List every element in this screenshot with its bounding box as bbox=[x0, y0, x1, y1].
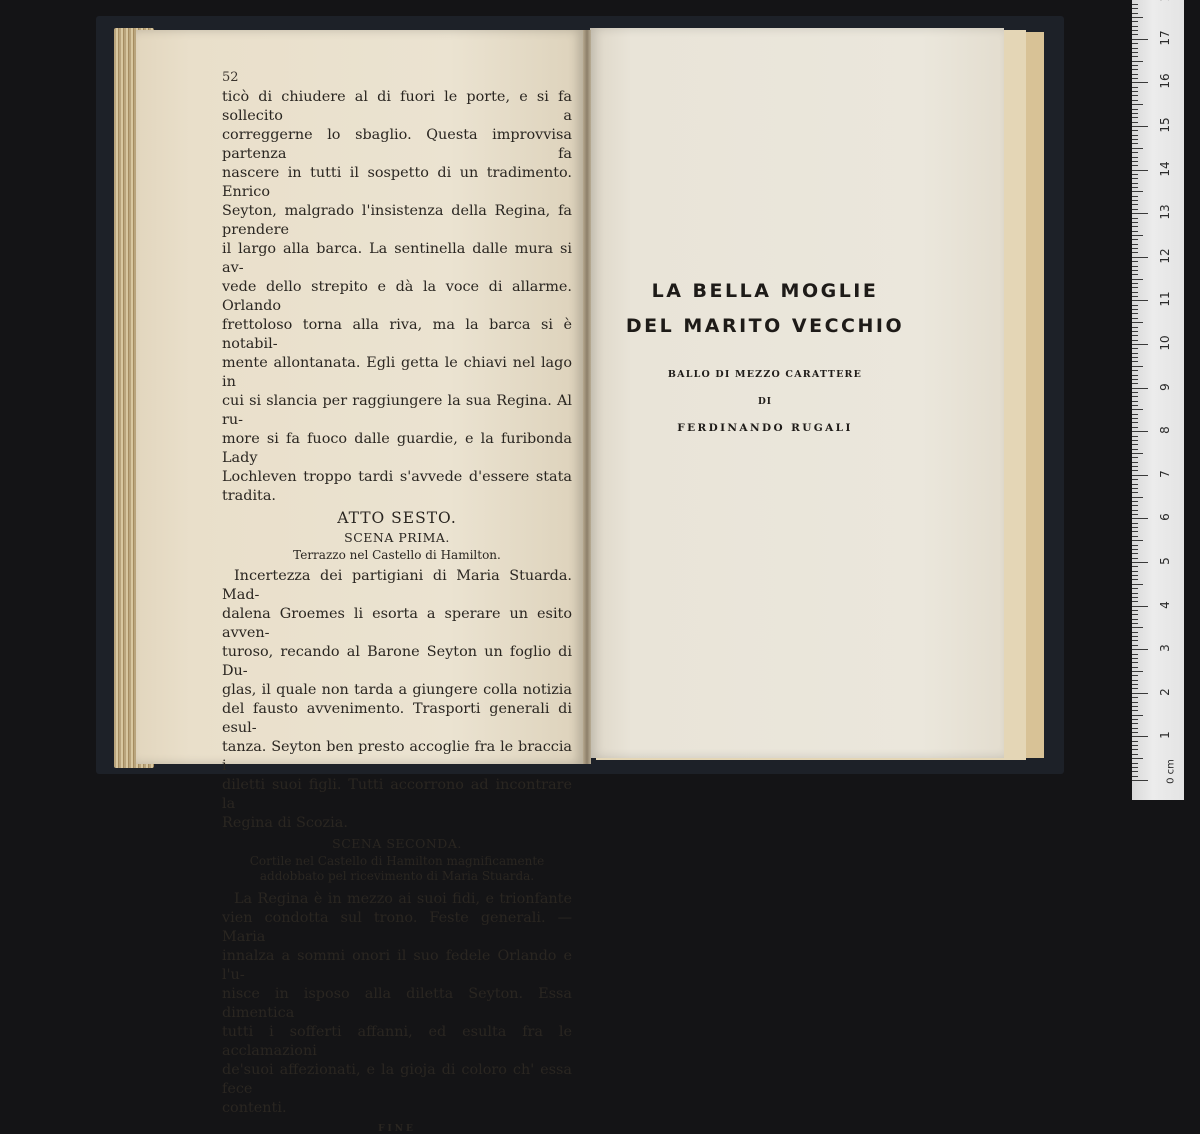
ruler-label: 11 bbox=[1158, 291, 1172, 308]
ruler-tick bbox=[1132, 56, 1138, 57]
paragraph-1 bbox=[222, 88, 572, 506]
ruler-tick bbox=[1132, 113, 1138, 114]
ruler-tick bbox=[1132, 453, 1143, 454]
ruler-tick bbox=[1132, 100, 1138, 101]
ruler-tick bbox=[1132, 409, 1143, 410]
ruler-tick bbox=[1132, 130, 1138, 131]
text-line: contenti. bbox=[222, 1100, 287, 1116]
ruler-tick bbox=[1132, 309, 1138, 310]
ruler-tick bbox=[1132, 745, 1138, 746]
text-line: ticò di chiudere al di fuori le porte, e si fa sollecito a bbox=[222, 89, 572, 124]
ruler-tick bbox=[1132, 497, 1143, 498]
scene-1-title: SCENA PRIMA. bbox=[344, 530, 450, 545]
title-line-2: DEL MARITO VECCHIO bbox=[625, 315, 905, 337]
author-name: FERDINANDO RUGALI bbox=[677, 422, 853, 434]
text-line: vien condotta sul trono. Feste generali. — Maria bbox=[222, 910, 572, 945]
ruler-label: 8 bbox=[1158, 426, 1172, 435]
text-line: vede dello strepito e dà la voce di allarme. Orlando bbox=[222, 279, 572, 314]
right-page bbox=[590, 28, 1004, 758]
ruler-tick bbox=[1132, 558, 1138, 559]
ruler-tick bbox=[1132, 540, 1143, 541]
ruler-tick bbox=[1132, 200, 1138, 201]
ruler-tick bbox=[1132, 754, 1138, 755]
text-line: de'suoi affezionati, e la gioja di coloro ch' essa fece bbox=[222, 1062, 572, 1097]
ruler-tick bbox=[1132, 283, 1138, 284]
ruler-tick bbox=[1132, 139, 1138, 140]
ruler-tick bbox=[1132, 593, 1138, 594]
ruler-tick bbox=[1132, 148, 1143, 149]
ruler-tick bbox=[1132, 492, 1138, 493]
ruler-label: 16 bbox=[1158, 73, 1172, 90]
ruler-label: 3 bbox=[1158, 644, 1172, 653]
ruler-tick bbox=[1132, 287, 1138, 288]
ruler-tick bbox=[1132, 82, 1148, 83]
ruler-tick bbox=[1132, 749, 1138, 750]
ruler-tick bbox=[1132, 157, 1138, 158]
ruler-tick bbox=[1132, 209, 1138, 210]
ruler-tick bbox=[1132, 549, 1138, 550]
ruler-tick bbox=[1132, 680, 1138, 681]
ruler-tick bbox=[1132, 296, 1138, 297]
ruler-tick bbox=[1132, 588, 1138, 589]
ruler-tick bbox=[1132, 741, 1138, 742]
ruler-tick bbox=[1132, 21, 1138, 22]
ruler-tick bbox=[1132, 335, 1138, 336]
ruler-tick bbox=[1132, 248, 1138, 249]
ruler-tick bbox=[1132, 527, 1138, 528]
text-line: cui si slancia per raggiungere la sua Regina. Al ru- bbox=[222, 393, 572, 428]
ruler-tick bbox=[1132, 78, 1138, 79]
ruler-tick bbox=[1132, 584, 1143, 585]
ruler-tick bbox=[1132, 61, 1143, 62]
ruler-tick bbox=[1132, 566, 1138, 567]
ruler-tick bbox=[1132, 414, 1138, 415]
ruler-tick bbox=[1132, 122, 1138, 123]
ruler-tick bbox=[1132, 422, 1138, 423]
ruler-tick bbox=[1132, 30, 1138, 31]
text-line: mente allontanata. Egli getta le chiavi nel lago in bbox=[222, 355, 572, 390]
ruler-tick bbox=[1132, 327, 1138, 328]
ruler-tick bbox=[1132, 392, 1138, 393]
ruler-tick bbox=[1132, 318, 1138, 319]
ruler-tick bbox=[1132, 126, 1148, 127]
text-line: nascere in tutti il sospetto di un tradimento. Enrico bbox=[222, 165, 572, 200]
ruler-tick bbox=[1132, 719, 1138, 720]
ruler-tick bbox=[1132, 514, 1138, 515]
ruler-tick bbox=[1132, 614, 1138, 615]
ruler-tick bbox=[1132, 226, 1138, 227]
ruler-tick bbox=[1132, 87, 1138, 88]
ruler-tick bbox=[1132, 571, 1138, 572]
ruler-tick bbox=[1132, 43, 1138, 44]
ruler-tick bbox=[1132, 178, 1138, 179]
ruler-tick bbox=[1132, 763, 1138, 764]
ruler-label: 9 bbox=[1158, 382, 1172, 391]
ruler-tick bbox=[1132, 348, 1138, 349]
text-line: frettoloso torna alla riva, ma la barca si è notabil- bbox=[222, 317, 572, 352]
ruler-tick bbox=[1132, 619, 1138, 620]
text-line: il largo alla barca. La sentinella dalle mura si av- bbox=[222, 241, 572, 276]
ruler-label: 15 bbox=[1158, 117, 1172, 133]
ruler-tick bbox=[1132, 597, 1138, 598]
ruler-tick bbox=[1132, 706, 1138, 707]
ruler-tick bbox=[1132, 135, 1138, 136]
ruler-tick bbox=[1132, 501, 1138, 502]
ruler-tick bbox=[1132, 361, 1138, 362]
book-gutter bbox=[583, 30, 591, 764]
ruler-tick bbox=[1132, 52, 1138, 53]
ruler-tick bbox=[1132, 475, 1148, 476]
ruler-tick bbox=[1132, 510, 1138, 511]
paragraph-3 bbox=[222, 890, 572, 1118]
ruler-tick bbox=[1132, 505, 1138, 506]
scene-2-setting bbox=[222, 854, 572, 884]
ruler-tick bbox=[1132, 187, 1138, 188]
ruler-tick bbox=[1132, 388, 1148, 389]
ruler-tick bbox=[1132, 261, 1138, 262]
ruler-tick bbox=[1132, 654, 1138, 655]
ruler-tick bbox=[1132, 165, 1138, 166]
ruler-tick bbox=[1132, 370, 1138, 371]
ruler-label: 6 bbox=[1158, 513, 1172, 522]
ruler-tick bbox=[1132, 645, 1138, 646]
ruler-tick bbox=[1132, 69, 1138, 70]
ruler-tick bbox=[1132, 736, 1148, 737]
text-line: Lochleven troppo tardi s'avvede d'essere stata tradita. bbox=[222, 469, 572, 504]
ruler-tick bbox=[1132, 95, 1138, 96]
ruler-tick bbox=[1132, 379, 1138, 380]
left-page-text bbox=[222, 88, 572, 1134]
ruler-tick bbox=[1132, 231, 1138, 232]
scene-2-title: SCENA SECONDA. bbox=[332, 836, 462, 851]
text-line: correggerne lo sbaglio. Questa improvvisa partenza fa bbox=[222, 127, 572, 162]
ruler-tick bbox=[1132, 183, 1138, 184]
ruler-tick bbox=[1132, 375, 1138, 376]
ruler-tick bbox=[1132, 479, 1138, 480]
ruler-tick bbox=[1132, 484, 1138, 485]
scene-1-setting: Terrazzo nel Castello di Hamilton. bbox=[293, 548, 501, 562]
text-line: turoso, recando al Barone Seyton un foglio di Du- bbox=[222, 644, 572, 679]
ruler-tick bbox=[1132, 396, 1138, 397]
ruler-tick bbox=[1132, 222, 1138, 223]
ruler-tick bbox=[1132, 610, 1138, 611]
ruler-tick bbox=[1132, 671, 1143, 672]
ruler-tick bbox=[1132, 244, 1138, 245]
ruler-tick bbox=[1132, 767, 1138, 768]
title-line-1: LA BELLA MOGLIE bbox=[651, 280, 879, 302]
ruler-tick bbox=[1132, 252, 1138, 253]
ruler-tick bbox=[1132, 444, 1138, 445]
ruler-tick bbox=[1132, 771, 1138, 772]
ruler-label: 5 bbox=[1158, 557, 1172, 565]
ruler-tick bbox=[1132, 313, 1138, 314]
ruler-tick bbox=[1132, 235, 1143, 236]
ruler-tick bbox=[1132, 274, 1138, 275]
ruler-tick bbox=[1132, 536, 1138, 537]
ruler-tick bbox=[1132, 575, 1138, 576]
ruler-tick bbox=[1132, 440, 1138, 441]
ruler-tick bbox=[1132, 357, 1138, 358]
ruler-tick bbox=[1132, 8, 1138, 9]
ruler-tick bbox=[1132, 601, 1138, 602]
ruler-label: 17 bbox=[1158, 30, 1172, 46]
ruler-tick bbox=[1132, 109, 1138, 110]
ruler-tick bbox=[1132, 405, 1138, 406]
ruler-tick bbox=[1132, 4, 1138, 5]
ruler-tick bbox=[1132, 758, 1143, 759]
ruler-tick bbox=[1132, 640, 1138, 641]
ruler-tick bbox=[1132, 213, 1148, 214]
act-title: ATTO SESTO. bbox=[337, 509, 457, 527]
ruler-tick bbox=[1132, 688, 1138, 689]
ruler-tick bbox=[1132, 161, 1138, 162]
ruler-tick bbox=[1132, 466, 1138, 467]
ruler-tick bbox=[1132, 732, 1138, 733]
text-line: Regina di Scozia. bbox=[222, 815, 348, 831]
ruler-label: 4 bbox=[1158, 600, 1172, 609]
ruler-label: 2 bbox=[1158, 687, 1172, 696]
ruler-tick bbox=[1132, 170, 1148, 171]
text-line: innalza a sommi onori il suo fedele Orlando e l'u- bbox=[222, 948, 572, 983]
ruler-tick bbox=[1132, 104, 1143, 105]
ruler-tick bbox=[1132, 26, 1138, 27]
ruler-tick bbox=[1132, 632, 1138, 633]
ruler-tick bbox=[1132, 675, 1138, 676]
text-line: dalena Groemes li esorta a sperare un esito avven- bbox=[222, 606, 572, 641]
ruler-tick bbox=[1132, 531, 1138, 532]
ruler-tick bbox=[1132, 684, 1138, 685]
ruler-tick bbox=[1132, 488, 1138, 489]
ruler-tick bbox=[1132, 710, 1138, 711]
preposition: DI bbox=[757, 397, 772, 407]
ruler-tick bbox=[1132, 331, 1138, 332]
ruler-tick bbox=[1132, 776, 1138, 777]
ruler-label: 7 bbox=[1158, 469, 1172, 478]
ruler-tick bbox=[1132, 658, 1138, 659]
ruler-tick bbox=[1132, 693, 1148, 694]
ruler-tick bbox=[1132, 623, 1138, 624]
ruler-tick bbox=[1132, 553, 1138, 554]
ruler-tick bbox=[1132, 257, 1148, 258]
ruler-tick bbox=[1132, 636, 1138, 637]
ruler-tick bbox=[1132, 606, 1148, 607]
ruler-tick bbox=[1132, 780, 1148, 781]
ruler-tick bbox=[1132, 266, 1138, 267]
end-mark: FINE bbox=[378, 1124, 416, 1134]
ruler-tick bbox=[1132, 649, 1148, 650]
text-line: Seyton, malgrado l'insistenza della Regina, fa prendere bbox=[222, 203, 572, 238]
ruler-tick bbox=[1132, 13, 1138, 14]
ruler-label: 10 bbox=[1158, 335, 1172, 351]
ruler-tick bbox=[1132, 204, 1138, 205]
ruler-tick bbox=[1132, 91, 1138, 92]
ruler-label: 1 bbox=[1158, 731, 1172, 740]
ruler-unit-label: 0 cm bbox=[1165, 759, 1177, 784]
ruler-tick bbox=[1132, 562, 1148, 563]
ruler-tick bbox=[1132, 723, 1138, 724]
measurement-ruler bbox=[1132, 0, 1184, 800]
ruler-tick bbox=[1132, 174, 1138, 175]
ruler-label: 13 bbox=[1158, 204, 1172, 220]
ruler-tick bbox=[1132, 523, 1138, 524]
text-line: del fausto avvenimento. Trasporti generali di esul- bbox=[222, 701, 572, 736]
ruler-tick bbox=[1132, 518, 1148, 519]
ruler-tick bbox=[1132, 340, 1138, 341]
ruler-tick bbox=[1132, 470, 1138, 471]
ruler-tick bbox=[1132, 322, 1143, 323]
ruler-tick bbox=[1132, 143, 1138, 144]
subtitle: BALLO DI MEZZO CARATTERE bbox=[667, 369, 863, 380]
text-line: Incertezza dei partigiani di Maria Stuarda. Mad- bbox=[222, 568, 572, 603]
ruler-tick bbox=[1132, 418, 1138, 419]
ruler-tick bbox=[1132, 300, 1148, 301]
ruler-label: 12 bbox=[1158, 248, 1172, 264]
text-line: glas, il quale non tarda a giungere colla notizia bbox=[222, 682, 572, 698]
ruler-tick bbox=[1132, 457, 1138, 458]
ruler-tick bbox=[1132, 305, 1138, 306]
ruler-tick bbox=[1132, 401, 1138, 402]
ruler-tick bbox=[1132, 292, 1138, 293]
setting-line: addobbato pel ricevimento di Maria Stuarda. bbox=[259, 869, 535, 883]
ruler-tick bbox=[1132, 662, 1138, 663]
page-number: 52 bbox=[222, 70, 239, 85]
ruler-tick bbox=[1132, 196, 1138, 197]
ruler-tick bbox=[1132, 270, 1138, 271]
ruler-tick bbox=[1132, 715, 1143, 716]
ruler-tick bbox=[1132, 39, 1148, 40]
ruler-tick bbox=[1132, 65, 1138, 66]
ruler-tick bbox=[1132, 462, 1138, 463]
text-line: diletti suoi figli. Tutti accorrono ad incontrare la bbox=[222, 777, 572, 812]
ruler-tick bbox=[1132, 436, 1138, 437]
ruler-tick bbox=[1132, 702, 1138, 703]
ruler-tick bbox=[1132, 34, 1138, 35]
ruler-tick bbox=[1132, 449, 1138, 450]
ruler-tick bbox=[1132, 17, 1143, 18]
ruler-tick bbox=[1132, 239, 1138, 240]
ruler-tick bbox=[1132, 383, 1138, 384]
setting-line: Cortile nel Castello di Hamilton magnificamente bbox=[249, 854, 545, 868]
text-line: tanza. Seyton ben presto accoglie fra le braccia i bbox=[222, 739, 572, 774]
ruler-tick bbox=[1132, 545, 1138, 546]
ruler-tick bbox=[1132, 74, 1138, 75]
ruler-tick bbox=[1132, 279, 1143, 280]
ruler-tick bbox=[1132, 48, 1138, 49]
ruler-tick bbox=[1132, 366, 1143, 367]
text-line: tutti i sofferti affanni, ed esulta fra le acclamazioni bbox=[222, 1024, 572, 1059]
ruler-tick bbox=[1132, 152, 1138, 153]
text-line: more si fa fuoco dalle guardie, e la furibonda Lady bbox=[222, 431, 572, 466]
ruler-tick bbox=[1132, 627, 1143, 628]
ruler-tick bbox=[1132, 191, 1143, 192]
ruler-label bbox=[1158, 0, 1172, 5]
ruler-tick bbox=[1132, 353, 1138, 354]
ruler-tick bbox=[1132, 579, 1138, 580]
ruler-tick bbox=[1132, 427, 1138, 428]
ruler-tick bbox=[1132, 697, 1138, 698]
text-line: La Regina è in mezzo ai suoi fidi, e trionfante bbox=[234, 891, 572, 907]
paragraph-2 bbox=[222, 567, 572, 833]
ruler-tick bbox=[1132, 344, 1148, 345]
ruler-tick bbox=[1132, 667, 1138, 668]
ruler-tick bbox=[1132, 728, 1138, 729]
ruler-tick bbox=[1132, 218, 1138, 219]
ruler-label: 14 bbox=[1158, 160, 1172, 177]
ruler-tick bbox=[1132, 431, 1148, 432]
text-line: nisce in isposo alla diletta Seyton. Essa dimentica bbox=[222, 986, 572, 1021]
ruler-tick bbox=[1132, 117, 1138, 118]
